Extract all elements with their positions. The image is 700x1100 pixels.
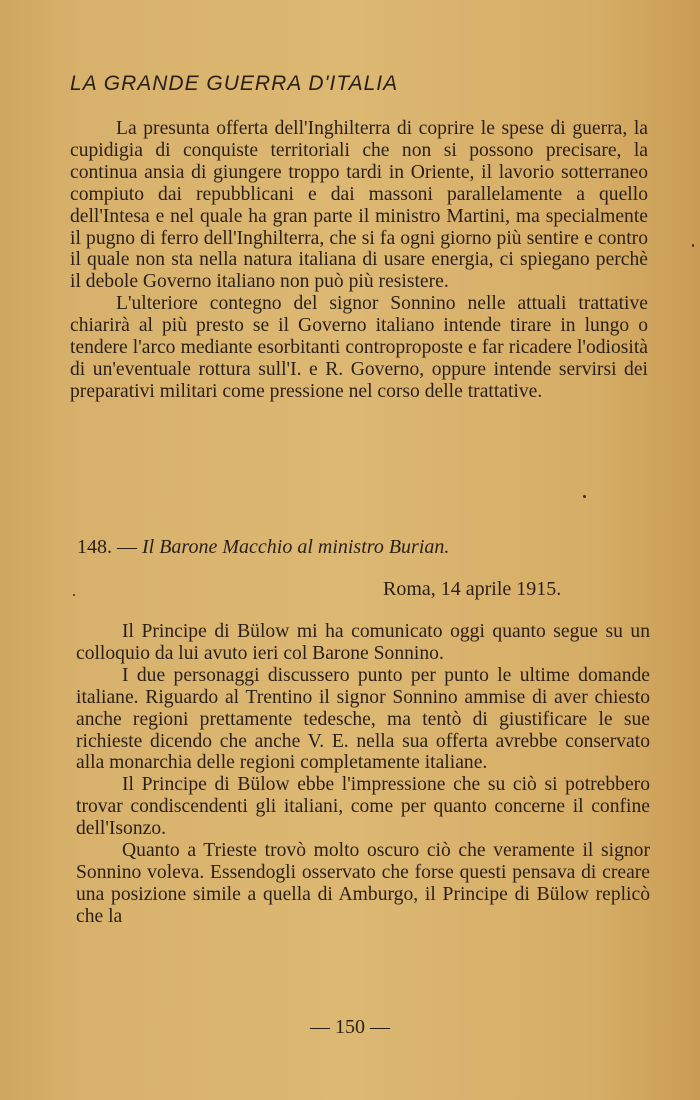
section-1-text [70,118,648,403]
paragraph: Il Principe di Bülow ebbe l'impressione che su ciò si potrebbero trovar condiscendenti gli italiani, come per quanto concerne il confine dell'Isonzo. [76,774,650,840]
dateline: Roma, 14 aprile 1915. [383,578,562,600]
paper-speck [583,495,586,498]
document-heading [77,536,449,559]
paragraph: Il Principe di Bülow mi ha comunicato oggi quanto segue su un colloquio da lui avuto ieri col Barone Sonnino. [76,621,650,664]
page-number: — 150 — [310,1016,390,1038]
paragraph: Quanto a Trieste trovò molto oscuro ciò che veramente il signor Sonnino voleva. Essendogli osservato che forse questi pensava di creare una posizione simile a quella di Amburgo, il Principe di Bülow replicò che la [76,840,650,927]
document-title: Il Barone Macchio al ministro Burian. [142,536,450,558]
paragraph: L'ulteriore contegno del signor Sonnino nelle attuali trattative chiarirà al più presto se il Governo italiano intende tirare in lungo o tendere l'arco mediante esorbitanti controproposte e far ricadere l'odiosità di un'eventuale rottura sull'I. e R. Governo, oppure intende servirsi dei preparativi militari come pressione nel corso delle trattative. [70,293,648,402]
paper-speck [73,594,75,596]
paper-speck [692,244,694,247]
document-body [76,621,650,928]
paragraph: I due personaggi discussero punto per punto le ultime domande italiane. Riguardo al Trentino il signor Sonnino ammise di aver chiesto anche regioni prettamente tedesche, ma tentò di giustificare le sue richieste dicendo che anche V. E. nella sua offerta avrebbe conservato alla monarchia delle regioni completamente italiane. [76,664,650,774]
paragraph: La presunta offerta dell'Inghilterra di coprire le spese di guerra, la cupidigia di conquiste territoriali che non si possono precisare, la continua ansia di giungere troppo tardi in Oriente, il lavorio sotterraneo compiuto dai repubblicani e dai massoni parallelamente a quello dell'Intesa e nel quale ha gran parte il ministro Martini, ma specialmente il pugno di ferro dell'Inghilterra, che si fa ogni giorno più sentire e contro il quale non sta nella natura italiana di usare energia, ci spiegano perchè il debole Governo italiano non può più resistere. [70,118,648,293]
running-head: LA GRANDE GUERRA D'ITALIA [70,72,399,95]
document-number: 148. — [77,536,137,558]
